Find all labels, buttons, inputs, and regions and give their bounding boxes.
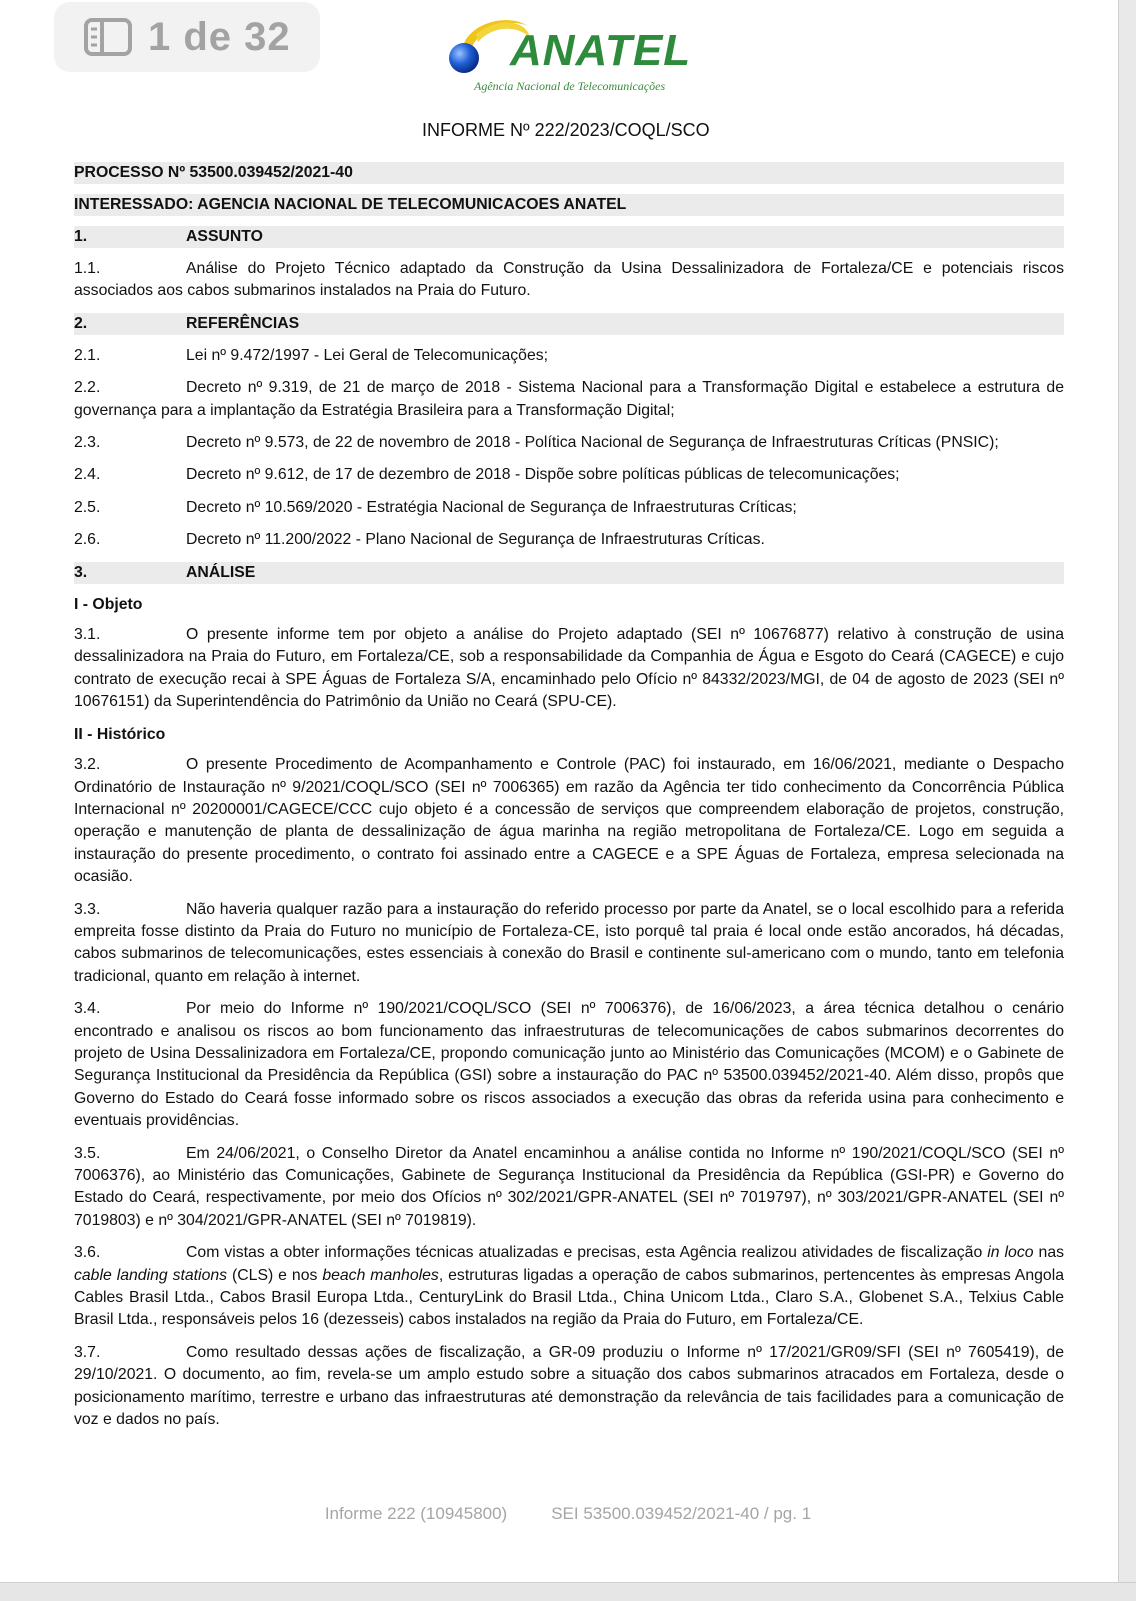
sidebar-toggle-icon[interactable] — [84, 18, 132, 56]
subsection-objeto: I - Objeto — [74, 595, 143, 613]
next-page-strip — [0, 1582, 1136, 1601]
logo-wordmark: ANATEL — [510, 26, 692, 75]
subsection-historico: II - Histórico — [74, 725, 166, 743]
reference-item: 2.5. Decreto nº 10.569/2020 - Estratégia Nacional de Segurança de Infraestruturas Críticas; — [74, 498, 797, 516]
reference-item: 2.3. Decreto nº 9.573, de 22 de novembro de 2018 - Política Nacional de Segurança de Infraestruturas Críticas (PNSIC); — [74, 434, 999, 452]
paragraph-3-5: 3.5. Em 24/06/2021, o Conselho Diretor da Anatel encaminhou a análise contida no Informe nº 190/2021/COQL/SCO (SEI nº 7006376), ao Ministério das Comunicações, Gabinete de Segurança Institucional da Presidência da República (GSI-PR) e Governo do Estado do Ceará, respectivamente, por meio dos Ofícios nº 302/2021/GPR-ANATEL (SEI nº 7019797), nº 303/2021/GPR-ANATEL (SEI nº 7019803) e nº 304/2021/GPR-ANATEL (SEI nº 7019819). — [74, 1144, 1064, 1229]
reference-item: 2.2. Decreto nº 9.319, de 21 de março de 2018 - Sistema Nacional para a Transformação Digital e estabelece a estrutura de governança para a implantação da Estratégia Brasileira para a Transformação Digital; — [74, 379, 1064, 419]
page-footer — [0, 1504, 1136, 1524]
page-counter-badge[interactable] — [54, 2, 320, 72]
paragraph-3-6: 3.6. Com vistas a obter informações técnicas atualizadas e precisas, esta Agência realizou atividades de fiscalização in loco nas cable landing stations (CLS) e nos beach manholes, estruturas ligadas a operação de cabos submarinos, pertencentes às empresas Angola Cables Brasil Ltda., Cabos Brasil Europa Ltda., CenturyLink do Brasil Ltda., China Unicom Ltda., Claro S.A., Globenet S.A., Telxius Cable Brasil Ltda., responsáveis pelos 16 (dezesseis) cabos instalados na região da Praia do Futuro, em Fortaleza/CE. — [74, 1244, 1065, 1329]
interessado-bar: INTERESSADO: AGENCIA NACIONAL DE TELECOMUNICACOES ANATEL — [74, 194, 1064, 216]
section-referencias: 2. REFERÊNCIAS — [74, 313, 1064, 335]
informe-title: INFORME Nº 222/2023/COQL/SCO — [422, 120, 710, 140]
document-body — [74, 162, 1064, 1441]
paragraph-3-2: 3.2. O presente Procedimento de Acompanhamento e Controle (PAC) foi instaurado, em 16/06/2021, mediante o Despacho Ordinatório de Instauração nº 9/2021/COQL/SCO (SEI nº 7006365) em razão da Agência ter tido conhecimento da Concorrência Pública Internacional nº 20200001/CAGECE/CCC cujo objeto é a concessão de serviços que compreendem elaboração de projetos, construção, operação e manutenção de planta de dessalinização de água marinha na região metropolitana de Fortaleza/CE. Logo em seguida a instauração do presente procedimento, o contrato foi assinado entre a CAGECE e a SPE Águas de Fortaleza, empresa selecionada na ocasião. — [74, 756, 1064, 886]
paragraph-3-4: 3.4. Por meio do Informe nº 190/2021/COQL/SCO (SEI nº 7006376), de 16/06/2023, a área técnica detalhou o cenário encontrado e analisou os riscos ao bom funcionamento das infraestruturas de telecomunicações de cabos submarinos decorrentes do projeto de Usina Dessalinizadora em Fortaleza/CE, propondo comunicação junto ao Ministério das Comunicações (MCOM) e o Gabinete de Segurança Institucional da Presidência da República (GSI) sobre a instauração do PAC nº 53500.039452/2021-40. Além disso, propôs que Governo do Estado do Ceará fosse informado sobre os riscos associados a execução das obras da referida usina para conhecimento e eventuais providências. — [74, 1000, 1064, 1130]
footer-process-page: SEI 53500.039452/2021-40 / pg. 1 — [551, 1504, 812, 1523]
page-counter: 1 de 32 — [148, 14, 291, 59]
reference-item: 2.1. Lei nº 9.472/1997 - Lei Geral de Telecomunicações; — [74, 346, 549, 364]
footer-document-id: Informe 222 (10945800) — [324, 1504, 508, 1523]
anatel-logo — [448, 12, 698, 98]
paragraph-1-1: 1.1. Análise do Projeto Técnico adaptado da Construção da Usina Dessalinizadora de Fortaleza/CE e potenciais riscos associados aos cabos submarinos instalados na Praia do Futuro. — [74, 260, 1064, 300]
paragraph-3-3: 3.3. Não haveria qualquer razão para a instauração do referido processo por parte da Anatel, se o local escolhido para a referida empreita fosse distinto da Praia do Futuro no município de Fortaleza-CE, isto porquê tal praia é local onde estão ancorados, há décadas, cabos submarinos de telecomunicações, estes essenciais à conexão do Brasil e continente sul-americano com o mundo, tanto em telefonia tradicional, quanto em relação à internet. — [74, 900, 1064, 985]
logo-subtitle: Agência Nacional de Telecomunicações — [474, 79, 666, 93]
paragraph-3-7: 3.7. Como resultado dessas ações de fiscalização, a GR-09 produziu o Informe nº 17/2021/GR09/SFI (SEI nº 7605419), de 29/10/2021. O documento, ao fim, revela-se um amplo estudo sobre a situação dos cabos submarinos atracados em Fortaleza, desde o posicionamento marítimo, terrestre e urbano das infraestruturas até demonstração da relevância de tais facilidades para a comunicação de voz e dados no país. — [74, 1343, 1064, 1429]
reference-item: 2.4. Decreto nº 9.612, de 17 de dezembro de 2018 - Dispõe sobre políticas públicas de telecomunicações; — [74, 466, 900, 484]
page-edge — [1118, 0, 1136, 1600]
paragraph-3-1: 3.1. O presente informe tem por objeto a análise do Projeto adaptado (SEI nº 10676877) relativo à construção de usina dessalinizadora na Praia do Futuro, em Fortaleza/CE, sob a responsabilidade da Companhia de Água e Esgoto do Ceará (CAGECE) e cujo contrato de execução recai à SPE Águas de Fortaleza S/A, encaminhado pelo Ofício nº 84332/2023/MGI, de 04 de agosto de 2023 (SEI nº 10676151) da Superintendência do Patrimônio da União no Ceará (SPU-CE). — [74, 626, 1064, 711]
reference-item: 2.6. Decreto nº 11.200/2022 - Plano Nacional de Segurança de Infraestruturas Críticas. — [74, 531, 765, 549]
processo-bar: PROCESSO Nº 53500.039452/2021-40 — [74, 162, 1064, 184]
section-assunto: 1. ASSUNTO — [74, 226, 1064, 248]
section-analise: 3. ANÁLISE — [74, 562, 1064, 584]
